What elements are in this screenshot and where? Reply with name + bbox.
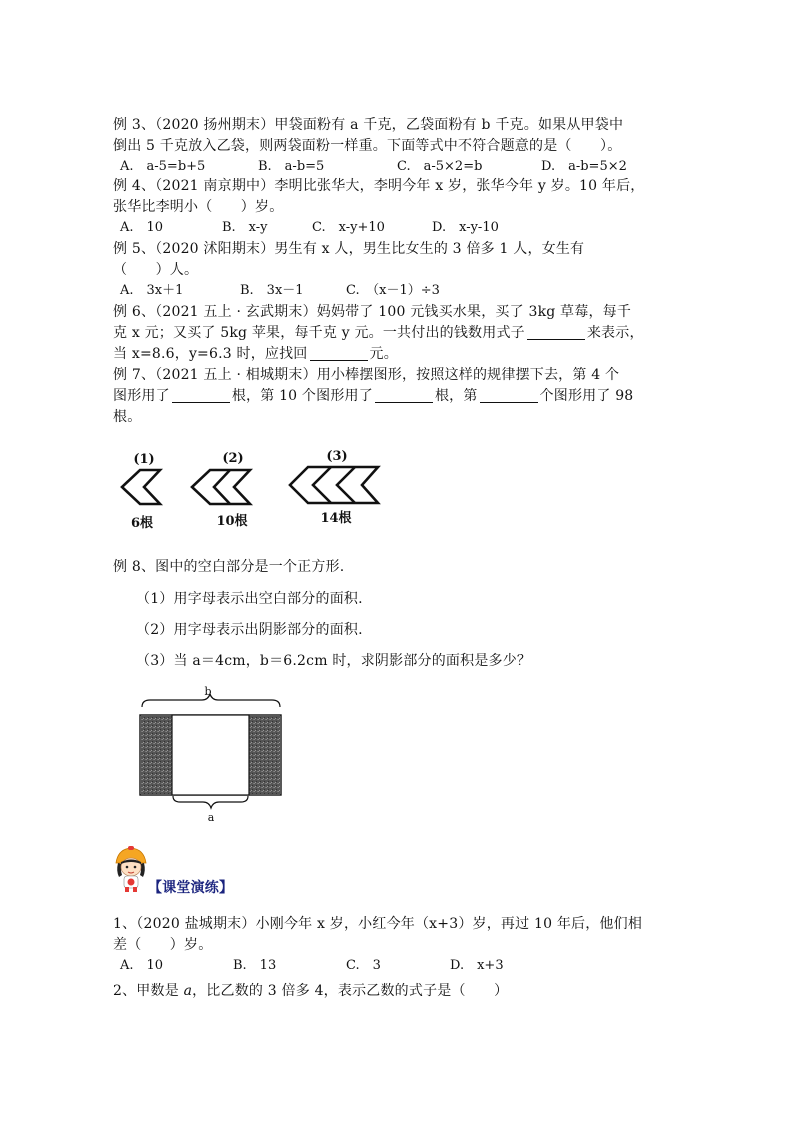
- ex6-line2: [113, 324, 644, 342]
- ex7-line2-mid2: 根，第: [434, 388, 478, 404]
- practice-1-option-d: D. x+3: [450, 958, 504, 973]
- chevron-shape: [290, 467, 378, 503]
- mascot-girl-icon: [110, 845, 152, 893]
- answer-blank: [527, 325, 585, 340]
- chevron-shape: [337, 467, 355, 503]
- practice-1-option-b: B. 13: [233, 958, 277, 973]
- answer-blank: [310, 346, 368, 361]
- practice-2-line1: [113, 982, 508, 1000]
- chevron-shape: [313, 467, 331, 503]
- ex8-line1: 例 8、图中的空白部分是一个正方形.: [113, 559, 345, 575]
- ex7-line2-text: 图形用了: [113, 388, 170, 404]
- ex8-question-2: （2）用字母表示出阴影部分的面积.: [136, 622, 363, 638]
- ex4-line1: 例 4、（2021 南京期中）李明比张华大，李明今年 x 岁，张华今年 y 岁。10 年后，: [113, 178, 645, 194]
- ex5-option-b: B. 3x－1: [240, 283, 304, 298]
- square-rectangle-figure: [130, 683, 290, 828]
- figure-1-count: 6根: [130, 516, 154, 531]
- ex7-line3: 根。: [113, 409, 142, 425]
- practice-section-title: 【课堂演练】: [148, 880, 234, 896]
- ex5-line2: （ ）人。: [113, 262, 199, 278]
- ex6-line3-text: 当 x=8.6，y=6.3 时，应找回: [113, 346, 308, 362]
- ex7-line1: 例 7、（2021 五上 · 相城期末）用小棒摆图形，按照这样的规律摆下去，第 4 个: [113, 367, 620, 383]
- ex3-option-d: D. a-b=5×2: [541, 159, 627, 174]
- brace-a: [173, 796, 248, 808]
- ex3-option-b: B. a-b=5: [258, 159, 325, 174]
- ex6-line3: [113, 345, 398, 363]
- practice-1-line2: 差（ ）岁。: [113, 937, 213, 953]
- ex8-question-3: （3）当 a＝4cm，b＝6.2cm 时，求阴影部分的面积是多少？: [136, 653, 532, 669]
- practice-2-text: 2、甲数是: [113, 983, 184, 999]
- chevron-shape: [122, 470, 160, 504]
- figure-3-count: 14根: [320, 511, 352, 526]
- ex6-line2-tail: 来表示，: [586, 325, 644, 341]
- answer-blank: [172, 388, 230, 403]
- ex3-line2: 倒出 5 千克放入乙袋，则两袋面粉一样重。下面等式中不符合题意的是（ ）。: [113, 138, 622, 154]
- practice-2-variable: a: [183, 983, 193, 999]
- ex7-line2-tail: 个图形用了 98: [539, 388, 634, 404]
- ex4-option-c: C. x-y+10: [312, 220, 385, 235]
- ex4-option-d: D. x-y-10: [432, 220, 499, 235]
- practice-2-tail: ，比乙数的 3 倍多 4，表示乙数的式子是（ ）: [192, 983, 509, 999]
- ex5-option-a: A. 3x＋1: [120, 283, 184, 298]
- ex4-line2: 张华比李明小（ ）岁。: [113, 199, 284, 215]
- chevron-shape: [214, 470, 230, 504]
- ex5-option-c: C. （x－1）÷3: [346, 283, 440, 298]
- practice-1-line1: 1、（2020 盐城期末）小刚今年 x 岁，小红今年（x+3）岁，再过 10 年后，他们相: [113, 916, 643, 932]
- ex7-line2: [113, 387, 633, 405]
- label-b: b: [204, 685, 212, 698]
- answer-blank: [480, 388, 538, 403]
- practice-1-option-c: C. 3: [346, 958, 381, 973]
- figure-1-label: (1): [133, 452, 155, 467]
- ex5-line1: 例 5、（2020 沭阳期末）男生有 x 人，男生比女生的 3 倍多 1 人，女生有: [113, 241, 585, 257]
- ex4-option-b: B. x-y: [222, 220, 268, 235]
- figure-2-count: 10根: [216, 514, 248, 529]
- ex3-option-c: C. a-5×2=b: [397, 159, 483, 174]
- figure-2-label: (2): [222, 451, 244, 466]
- chevron-shape: [192, 470, 250, 504]
- shaded-left: [141, 716, 172, 794]
- ex7-line2-mid: 根，第 10 个图形用了: [231, 388, 373, 404]
- ex3-option-a: A. a-5=b+5: [120, 159, 206, 174]
- ex8-question-1: （1）用字母表示出空白部分的面积.: [136, 591, 363, 607]
- blank-square: [172, 715, 249, 795]
- ex6-line3-tail: 元。: [369, 346, 398, 362]
- answer-blank: [375, 388, 433, 403]
- practice-1-option-a: A. 10: [120, 958, 164, 973]
- figure-3-label: (3): [326, 449, 348, 464]
- ex4-option-a: A. 10: [120, 220, 164, 235]
- ex3-line1: 例 3、（2020 扬州期末）甲袋面粉有 a 千克，乙袋面粉有 b 千克。如果从甲袋中: [113, 117, 624, 133]
- shaded-right: [249, 716, 280, 794]
- ex6-line2-text: 克 x 元；又买了 5kg 苹果，每千克 y 元。一共付出的钱数用式子: [113, 325, 525, 341]
- ex6-line1: 例 6、（2021 五上 · 玄武期末）妈妈带了 100 元钱买水果，买了 3kg 草莓，每千: [113, 304, 632, 320]
- stick-pattern-figure: [112, 445, 402, 535]
- label-a: a: [207, 811, 215, 824]
